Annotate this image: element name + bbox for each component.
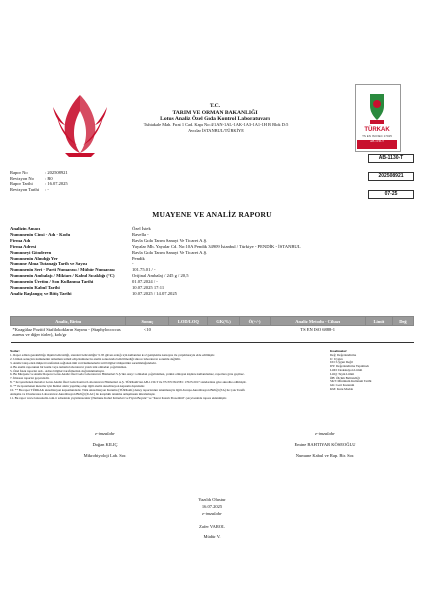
abbreviations-section — [330, 350, 414, 392]
cell-result: <10 — [126, 326, 169, 343]
abbreviation-line: LOQ: Tayin Limiti — [330, 371, 355, 376]
cell-uncertainty — [239, 326, 270, 343]
abbreviations-heading: Kısaltmalar: — [330, 349, 348, 353]
abbreviation-line: ÖB: Ölçüm Belirsizliği — [330, 375, 360, 380]
notes-heading: Notlar: — [10, 349, 20, 353]
table-header-row — [11, 317, 414, 326]
address-line-2: Avcılar İSTANBUL/TÜRKİYE — [188, 127, 244, 133]
info-row: Numunenin Ambalajı / Miktarı / Kabul Sıcaklığı (°C) Orijinal Ambalaj / 245 g / 20,5 — [10, 273, 189, 279]
abbreviation-line: SKT: Minimum Kullanım Tarihi — [330, 379, 372, 384]
info-row: Analizin Amacı Özel İstek — [10, 226, 151, 231]
signer-name: Doğan KILIÇ — [92, 442, 118, 447]
abbreviation-line: GK: Geri Kazanım — [330, 383, 355, 388]
tc-label: T.C. — [209, 103, 221, 109]
abbreviation-line: Değ: Değerlendirme — [330, 352, 357, 357]
info-row: Numunenin Cinsi - Adı - Kodu Ravella - — [10, 231, 149, 237]
note-line: 7. İmzasız raporlar geçersizdir. — [10, 376, 50, 381]
cell-analysis: *Koagülaz Pozitif Stafilokokların Sayımı - (Staphylococcus aureus ve diğer türler), kob/gr — [11, 326, 126, 343]
turkak-code: AB-1130-T — [357, 140, 397, 149]
note-line: 11. Bu rapor www.lotusanaliz.com.tr adresinde yayınlanacaktır (Numune Kabul Kriterleri ve Fiyatı Beyanı" ve "Karar Kuralı Prosedürü" çerçevesinde rapora eklenmiştir. — [10, 395, 227, 400]
note-line: Anlaşma ve Uluslararası Laboratuvar Akreditasyon Birliği (ILAC) ile karşılıklı tanınma anlaşmasını imzalamıştır. — [10, 391, 156, 396]
turkak-logo-icon — [366, 92, 388, 126]
note-line: 8. * ile işaretlenen metotlar Lotus Analiz Özel Gıda Kontrol Laboratuvarı Hizmetleri A.Ş. TÜRKAK'tan AB-1130-T ile TS EN ISO/IEC 17025:2017 standardına göre akredite edilmiştir. — [10, 380, 247, 385]
info-row: Numunenin Alındığı Yer Pendik — [10, 255, 145, 261]
e-signed-tag: e-imzalıdır — [95, 431, 115, 436]
info-row: Firma Adı Ravla Gıda Tarım Sanayi Ve Ticaret A.Ş. — [10, 237, 208, 243]
col-lod-loq: LOD/LOQ — [169, 317, 208, 326]
note-line: 2. Uzman sonuçları numunenin tamamını temsil edip/numune bu analiz sonucunda belirtilmediği sürece laboratuvar sorumlu değildir. — [10, 356, 181, 361]
results-table — [10, 316, 414, 343]
report-number-box: 202508921 — [368, 172, 414, 181]
address-line-1: Tuhtakale Mah. Fırat 1 Cad. Kapı No:4/1AN-1AL-1AK-1A3-1A1-1H B Blok D:5 — [143, 122, 289, 127]
note-line: 4. Bu analiz raporunun bir kısmı veya tamamı laboratuvar yazılı izni olmadan çoğaltılamaz. — [10, 364, 128, 369]
meta-row: Rapor Tarihi : 16.07.2025 — [10, 181, 68, 186]
note-line: 10. ** Bu rapor TÜRKAK akreditasyon kapsamındadır. Türk Akreditasyon Kurumu (TÜRKAK) deney raporlarının tanınmasıyla ilgili Avrupa Akreditasyon Birliği (EA) ile Çok Taraflı — [10, 388, 246, 393]
info-row: Numuneyi Gönderen Ravla Gıda Tarım Sanayi Ve Ticaret A.Ş. — [10, 249, 208, 255]
signer-role: Müdür V. — [203, 534, 221, 539]
abbreviation-line: UD: Uygun Değil — [330, 360, 353, 365]
e-signed-tag: e-imzalıdır — [315, 431, 335, 436]
org-heading — [140, 103, 290, 123]
ministry-emblem-icon — [35, 75, 125, 165]
signature-center — [147, 496, 277, 540]
signer-name: Zafer VAROL — [199, 524, 225, 529]
info-row: Numunenin Seri - Parti Numarası / Mühür Numarası 101.75.01 / - — [10, 267, 156, 273]
e-signed-tag: e-imzalıdır — [202, 511, 222, 516]
note-line: 9. ** ile işaretlenen metotlar için hizmet alımı yapılmış olup ilgili analiz akreditasyon kapsamı dışındadır. — [10, 384, 145, 389]
cell-lod-loq — [169, 326, 208, 343]
signer-role: Mikrobiyoloji Lab. Sor. — [83, 453, 127, 458]
report-title: MUAYENE VE ANALİZ RAPORU — [152, 210, 272, 219]
cell-evaluation — [392, 326, 413, 343]
report-meta — [10, 170, 68, 192]
cell-method: TS EN ISO 6888-1 — [270, 326, 365, 343]
signer-role: Numune Kabul ve Rap. Bir. Sor. — [295, 453, 355, 458]
col-gk: GK(%) — [208, 317, 239, 326]
col-uncertainty: Ö(+/-) — [239, 317, 270, 326]
lab-address — [118, 122, 314, 133]
abbreviation-line: DY: Değerlendirme Yapılmadı — [330, 364, 369, 369]
meta-row: Revizyon Tarihi : - — [10, 186, 49, 192]
turkak-standard: TS EN ISO/IEC 17025 — [362, 134, 392, 138]
abbreviation-line: LOD: Dedeksiyon Limiti — [330, 367, 363, 372]
meta-row: Revizyon No : R0 — [10, 175, 53, 181]
info-row: Numunenin Üretim / Son Kullanma Tarihi 01.07.2024 / - — [10, 279, 158, 285]
note-line: 6. Bu Muayene ve Analiz Raporu Lotus Analiz Özel Gıda Laboratuvarı Hizmetleri S.Ş.'nin onay/ i olmadan çoğaltılamaz, yetkisi olmayan kişilere kullanılamaz, raporlara göre geçmez. — [10, 372, 245, 377]
signature-left — [40, 428, 170, 461]
signature-date: 16.07.2025 — [201, 504, 223, 509]
report-period-box: 07-25 — [368, 190, 414, 199]
note-line: 3. Analiz talep eden müşteri tarafından sağlanan tüm veri/numunelerin tatil bilgileri müşterinin sorumluluğundadır. — [10, 360, 157, 365]
note-line: 5. Özel İstek raporlar Adı - Adres bilgileri tarafımızdan doğrulanmamıştır. — [10, 368, 105, 373]
table-row — [11, 326, 414, 343]
col-method: Analiz Metodu - Cihazı — [270, 317, 365, 326]
info-row: Analiz Başlangıç ve Bitiş Tarihi 10.07.2025 / 14.07.2025 — [10, 290, 177, 296]
ministry-name: TARIM VE ORMAN BAKANLIĞI — [172, 109, 258, 116]
meta-row: Rapor No : 202508921 — [10, 170, 68, 175]
signature-right — [250, 428, 400, 461]
signer-name: Emine BAHTIYAR KÖSEOĞLU — [294, 442, 356, 447]
info-row: Numune Alma Tutanağı Tarih ve Sayısı - — [10, 261, 134, 267]
lab-name: Lotus Analiz Özel Gıda Kontrol Laboratuvarı — [160, 116, 270, 122]
cell-limit — [365, 326, 392, 343]
note-line: 1. Rapor edilen gerekirliliğe ilişkin belirsizliği, standart belirsizliğin % 95 güven aralığı için kullanılan k=2 genişletme katsayısı ile çarpılmasıyla elde edilmiştir. — [10, 352, 215, 357]
cell-gk — [208, 326, 239, 343]
info-row: Firma Adresi Yayalar Mh. Yayalar Cd. No:10A Pendik 34909 İstanbul / Türkiye - PENDİK - İSTANBUL — [10, 243, 301, 249]
info-row: Numunenin Kabul Tarihi 10.07.2025 17:11 — [10, 285, 165, 291]
accreditation-code-box: AB-1130-T — [368, 154, 414, 163]
col-limit: Limit — [365, 317, 392, 326]
signature-status: Yazıldı Olustur — [198, 497, 226, 502]
col-analysis: Analiz, Birim — [11, 317, 126, 326]
sample-info — [10, 226, 414, 297]
col-result: Sonuç — [126, 317, 169, 326]
col-evaluation: Değ — [392, 317, 413, 326]
notes-section — [10, 350, 310, 401]
abbreviation-line: KM: Kuru Madde — [330, 386, 354, 391]
abbreviation-line: U: Uygun — [330, 356, 343, 361]
turkak-label: TÜRKAK — [364, 127, 390, 133]
